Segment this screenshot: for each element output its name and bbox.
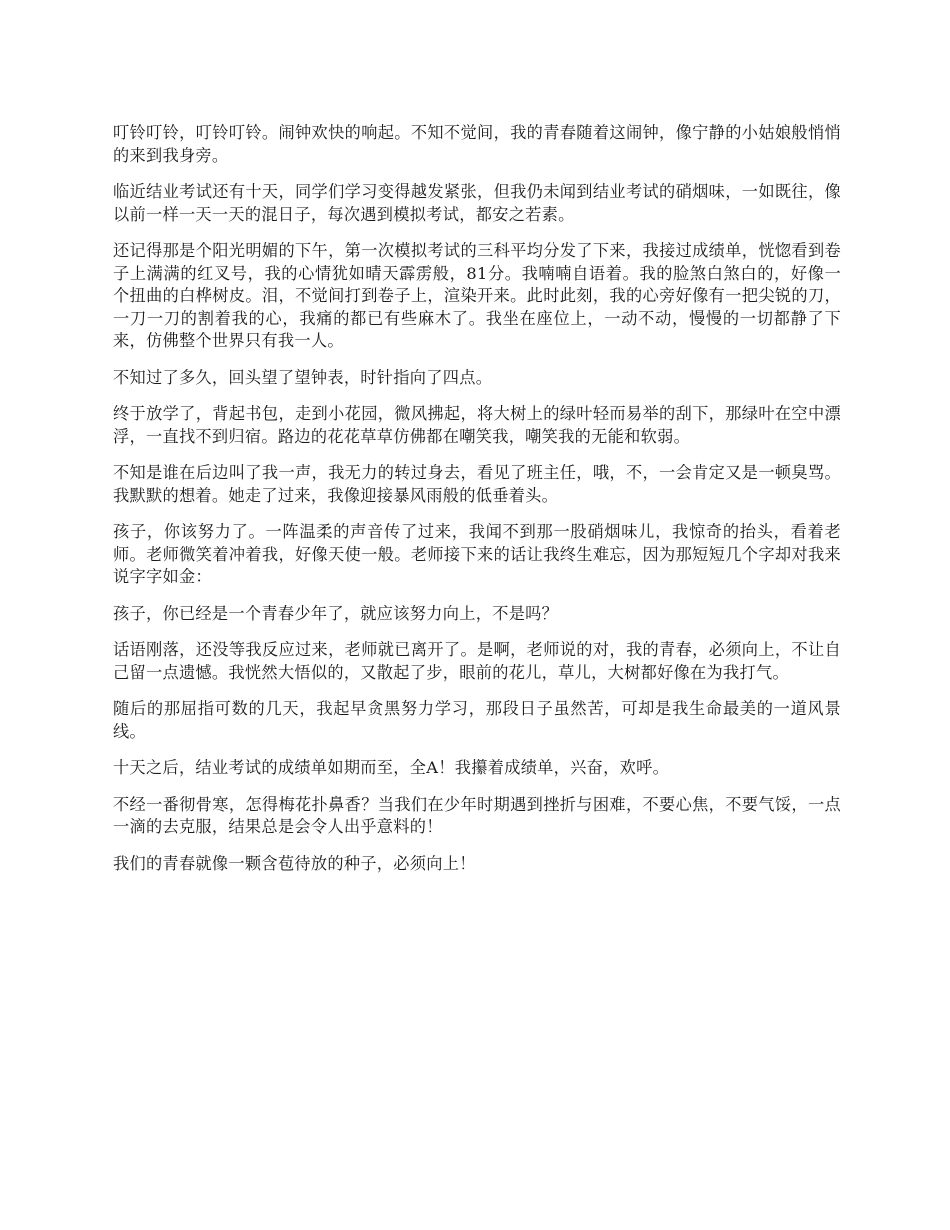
paragraph: 十天之后，结业考试的成绩单如期而至，全A！我攥着成绩单，兴奋，欢呼。 [113, 758, 670, 777]
paragraph: 话语刚落，还没等我反应过来，老师就已离开了。是啊，老师说的对，我的青春，必须向上，不让自己留一点遗憾。我恍然大悟似的，又散起了步，眼前的花儿，草儿，大树都好像在为我打气。 [113, 640, 841, 682]
paragraph: 还记得那是个阳光明媚的下午，第一次模拟考试的三科平均分发了下来，我接过成绩单，恍惚看到卷子上满满的红叉号，我的心情犹如晴天霹雳般，81分。我喃喃自语着。我的脸煞白煞白的，好像一个扭曲的白桦树皮。泪，不觉间打到卷子上，渲染开来。此时此刻，我的心旁好像有一把尖锐的刀，一刀一刀的割着我的心，我痛的都已有些麻木了。我坐在座位上，一动不动，慢慢的一切都静了下来，仿佛整个世界只有我一人。 [113, 241, 841, 350]
paragraph: 不经一番彻骨寒，怎得梅花扑鼻香？当我们在少年时期遇到挫折与困难，不要心焦，不要气馁，一点一滴的去克服，结果总是会令人出乎意料的！ [113, 794, 841, 836]
paragraph: 孩子，你该努力了。一阵温柔的声音传了过来，我闻不到那一股硝烟味儿，我惊奇的抬头，看着老师。老师微笑着冲着我，好像天使一般。老师接下来的话让我终生难忘，因为那短短几个字却对我来说字字如金： [113, 522, 841, 586]
paragraph: 我们的青春就像一颗含苞待放的种子，必须向上！ [113, 853, 476, 873]
paragraph: 临近结业考试还有十天，同学们学习变得越发紧张，但我仍未闻到结业考试的硝烟味，一如既往，像以前一样一天一天的混日子，每次遇到模拟考试，都安之若素。 [113, 182, 841, 224]
paragraph: 终于放学了，背起书包，走到小花园，微风拂起，将大树上的绿叶轻而易举的刮下，那绿叶在空中漂浮，一直找不到归宿。路边的花花草草仿佛都在嘲笑我，嘲笑我的无能和软弱。 [113, 404, 841, 446]
paragraph: 叮铃叮铃，叮铃叮铃。闹钟欢快的响起。不知不觉间，我的青春随着这闹钟，像宁静的小姑娘般悄悄的来到我身旁。 [113, 123, 841, 165]
paragraph: 不知是谁在后边叫了我一声，我无力的转过身去，看见了班主任，哦，不，一会肯定又是一顿臭骂。我默默的想着。她走了过来，我像迎接暴风雨般的低垂着头。 [113, 463, 841, 505]
paragraph: 不知过了多久，回头望了望钟表，时针指向了四点。 [113, 367, 493, 387]
paragraph: 随后的那屈指可数的几天，我起早贪黑努力学习，那段日子虽然苦，可却是我生命最美的一道风景线。 [113, 699, 841, 741]
document-body [113, 122, 841, 889]
paragraph: 孩子，你已经是一个青春少年了，就应该努力向上，不是吗？ [113, 603, 559, 623]
